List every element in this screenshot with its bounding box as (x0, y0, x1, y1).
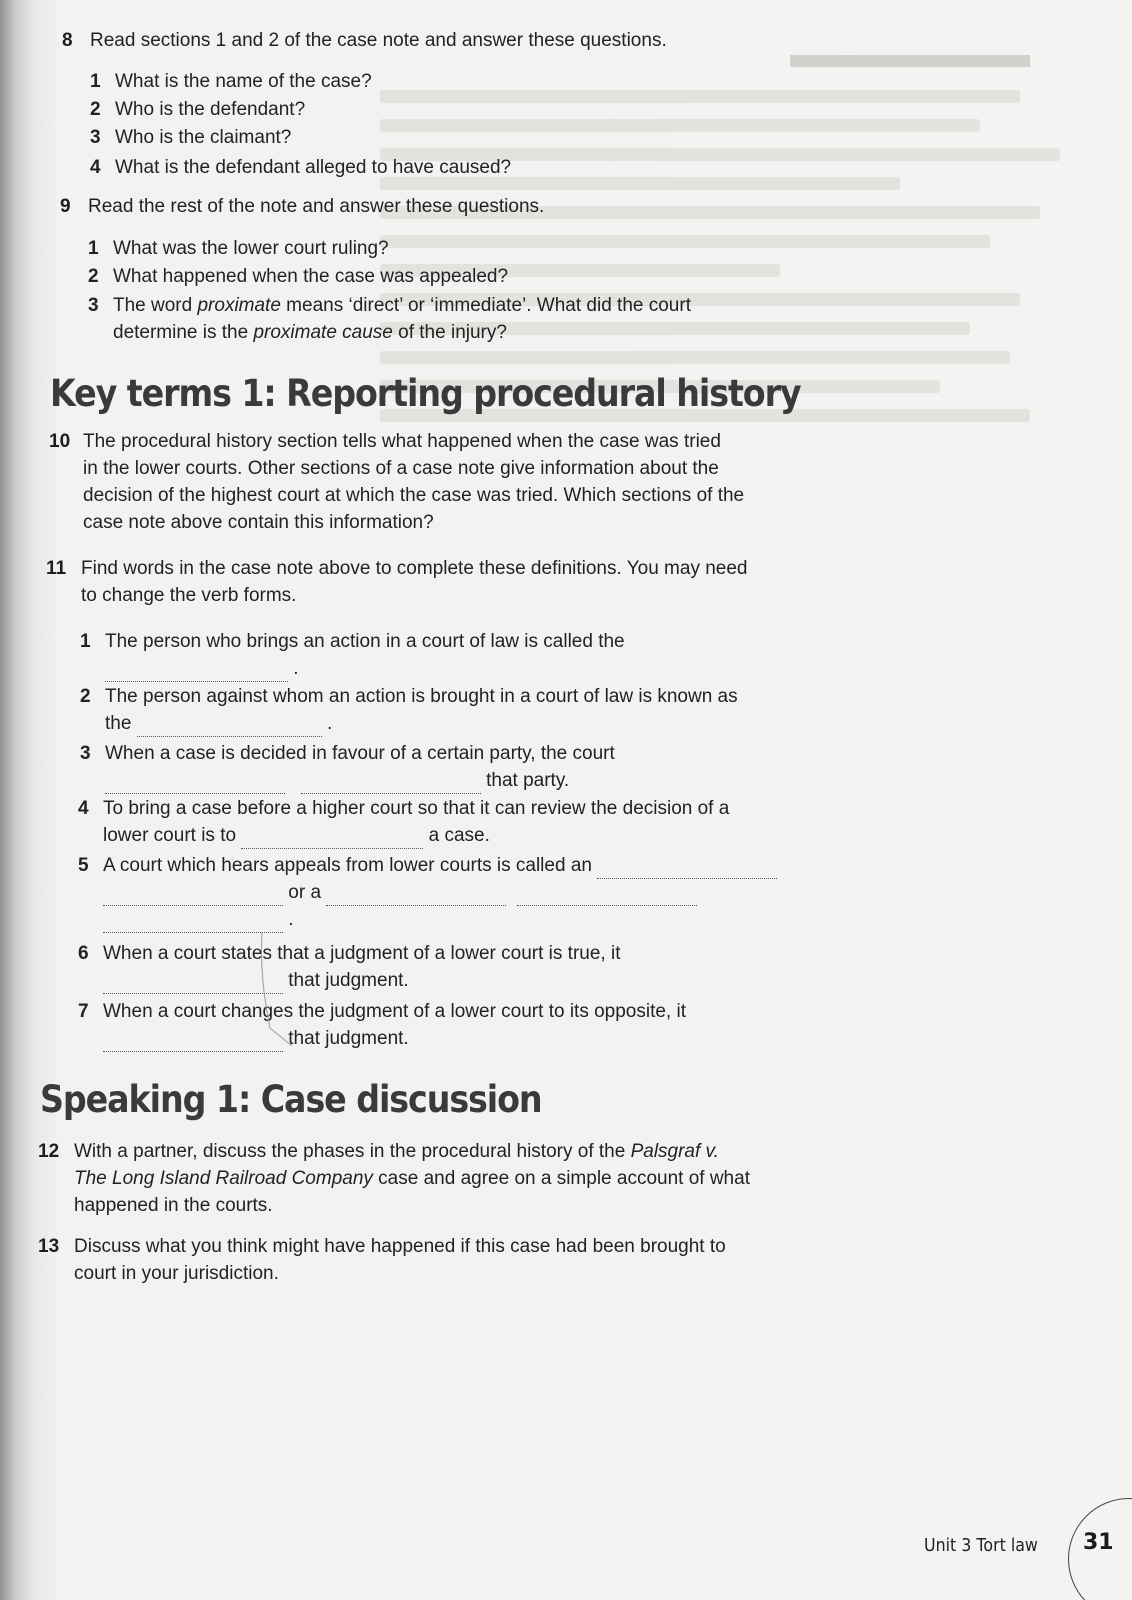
item-number: 6 (78, 943, 89, 964)
answer-blank[interactable] (137, 718, 322, 737)
item-text-continued: that judgment. (103, 1025, 409, 1052)
section-heading-speaking: Speaking 1: Case discussion (40, 1078, 542, 1121)
exercise-text-line: court in your jurisdiction. (74, 1263, 279, 1284)
running-footer: Unit 3 Tort law (924, 1535, 1038, 1556)
exercise-12 (38, 1138, 1038, 1222)
exercise-text-line: to change the verb forms. (81, 585, 297, 606)
answer-blank[interactable] (517, 887, 697, 906)
item-text: A court which hears appeals from lower courts is called an (103, 852, 777, 879)
exercise-text-line: decision of the highest court at which the case was tried. Which sections of the (83, 485, 745, 506)
item-text: When a court states that a judgment of a lower court is true, it (103, 943, 621, 964)
question-text: What is the defendant alleged to have caused? (115, 157, 512, 178)
question-item (88, 235, 988, 263)
exercise-number: 9 (60, 196, 71, 217)
question-item (90, 154, 990, 182)
item-text: The person who brings an action in a court of law is called the (105, 631, 625, 652)
question-item (88, 263, 988, 291)
question-item (90, 124, 990, 152)
item-number: 2 (80, 686, 91, 707)
answer-blank[interactable] (241, 830, 423, 849)
item-text-continued: . (105, 655, 299, 682)
item-text: When a court changes the judgment of a lower court to its opposite, it (103, 1001, 686, 1022)
definition-item (78, 998, 978, 1054)
exercise-13 (38, 1233, 1038, 1289)
item-number: 3 (80, 743, 91, 764)
definition-item (78, 795, 978, 851)
item-text-continued: the . (105, 710, 332, 737)
show-through-heading: ▬▬▬▬▬▬ (790, 31, 1030, 76)
exercise-text-line: The Long Island Railroad Company case and agree on a simple account of what (74, 1168, 750, 1189)
exercise-number: 13 (38, 1236, 60, 1257)
answer-blank[interactable] (103, 887, 283, 906)
exercise-number: 11 (46, 558, 67, 579)
definition-item (80, 683, 980, 739)
definition-item (80, 628, 980, 684)
item-number: 1 (80, 631, 91, 652)
exercise-text-line: The procedural history section tells what happened when the case was tried (83, 431, 721, 452)
section-heading-key-terms: Key terms 1: Reporting procedural history (50, 372, 801, 415)
item-text: When a case is decided in favour of a certain party, the court (105, 743, 615, 764)
definition-item (78, 852, 978, 934)
definition-item (78, 940, 978, 996)
pencil-mark (240, 928, 300, 1048)
question-text: The word proximate means ‘direct’ or ‘immediate’. What did the court (113, 295, 691, 316)
exercise-number: 10 (49, 431, 71, 452)
exercise-instruction: Read the rest of the note and answer these questions. (88, 196, 545, 217)
answer-blank[interactable] (105, 775, 285, 794)
item-number: 4 (78, 798, 89, 819)
item-text: To bring a case before a higher court so that it can review the decision of a (103, 798, 730, 819)
item-number: 5 (78, 855, 89, 876)
answer-blank[interactable] (597, 860, 777, 879)
answer-blank[interactable] (301, 775, 481, 794)
question-item (88, 292, 988, 348)
page-number: 31 (1083, 1530, 1114, 1555)
item-text-continued: lower court is to a case. (103, 822, 490, 849)
question-number: 2 (88, 266, 99, 287)
question-text-continued: determine is the proximate cause of the injury? (113, 322, 507, 343)
exercise-number: 12 (38, 1141, 60, 1162)
exercise-text-line: Discuss what you think might have happened if this case had been brought to (74, 1236, 726, 1257)
question-text: Who is the defendant? (115, 99, 306, 120)
question-text: What happened when the case was appealed? (113, 266, 509, 287)
question-item (90, 68, 990, 96)
definition-item (80, 740, 980, 796)
answer-blank[interactable] (326, 887, 506, 906)
exercise-text-line: Find words in the case note above to complete these definitions. You may need (81, 558, 748, 579)
exercise-10 (49, 428, 1049, 540)
question-number: 3 (88, 295, 99, 316)
question-number: 1 (90, 71, 101, 92)
item-text: The person against whom an action is brought in a court of law is known as (105, 686, 738, 707)
exercise-text-line: case note above contain this information? (83, 512, 434, 533)
question-text: What was the lower court ruling? (113, 238, 389, 259)
question-text: What is the name of the case? (115, 71, 372, 92)
question-number: 4 (90, 157, 101, 178)
item-text-continued: or a (103, 879, 697, 906)
exercise-number: 8 (62, 30, 73, 51)
question-item (90, 96, 990, 124)
exercise-text-line: happened in the courts. (74, 1195, 273, 1216)
question-number: 2 (90, 99, 101, 120)
item-text-continued: that judgment. (103, 967, 409, 994)
exercise-instruction: Read sections 1 and 2 of the case note and answer these questions. (90, 30, 667, 51)
exercise-11 (46, 555, 1046, 611)
question-number: 3 (90, 127, 101, 148)
exercise-text-line: in the lower courts. Other sections of a case note give information about the (83, 458, 719, 479)
exercise-text-line: With a partner, discuss the phases in the procedural history of the Palsgraf v. (74, 1141, 719, 1162)
item-text-continued: that party. (105, 767, 569, 794)
question-number: 1 (88, 238, 99, 259)
item-text-continued: . (103, 906, 294, 933)
question-text: Who is the claimant? (115, 127, 292, 148)
exercise-8 (62, 27, 1022, 57)
answer-blank[interactable] (105, 663, 288, 682)
item-number: 7 (78, 1001, 89, 1022)
exercise-9 (60, 193, 1020, 223)
